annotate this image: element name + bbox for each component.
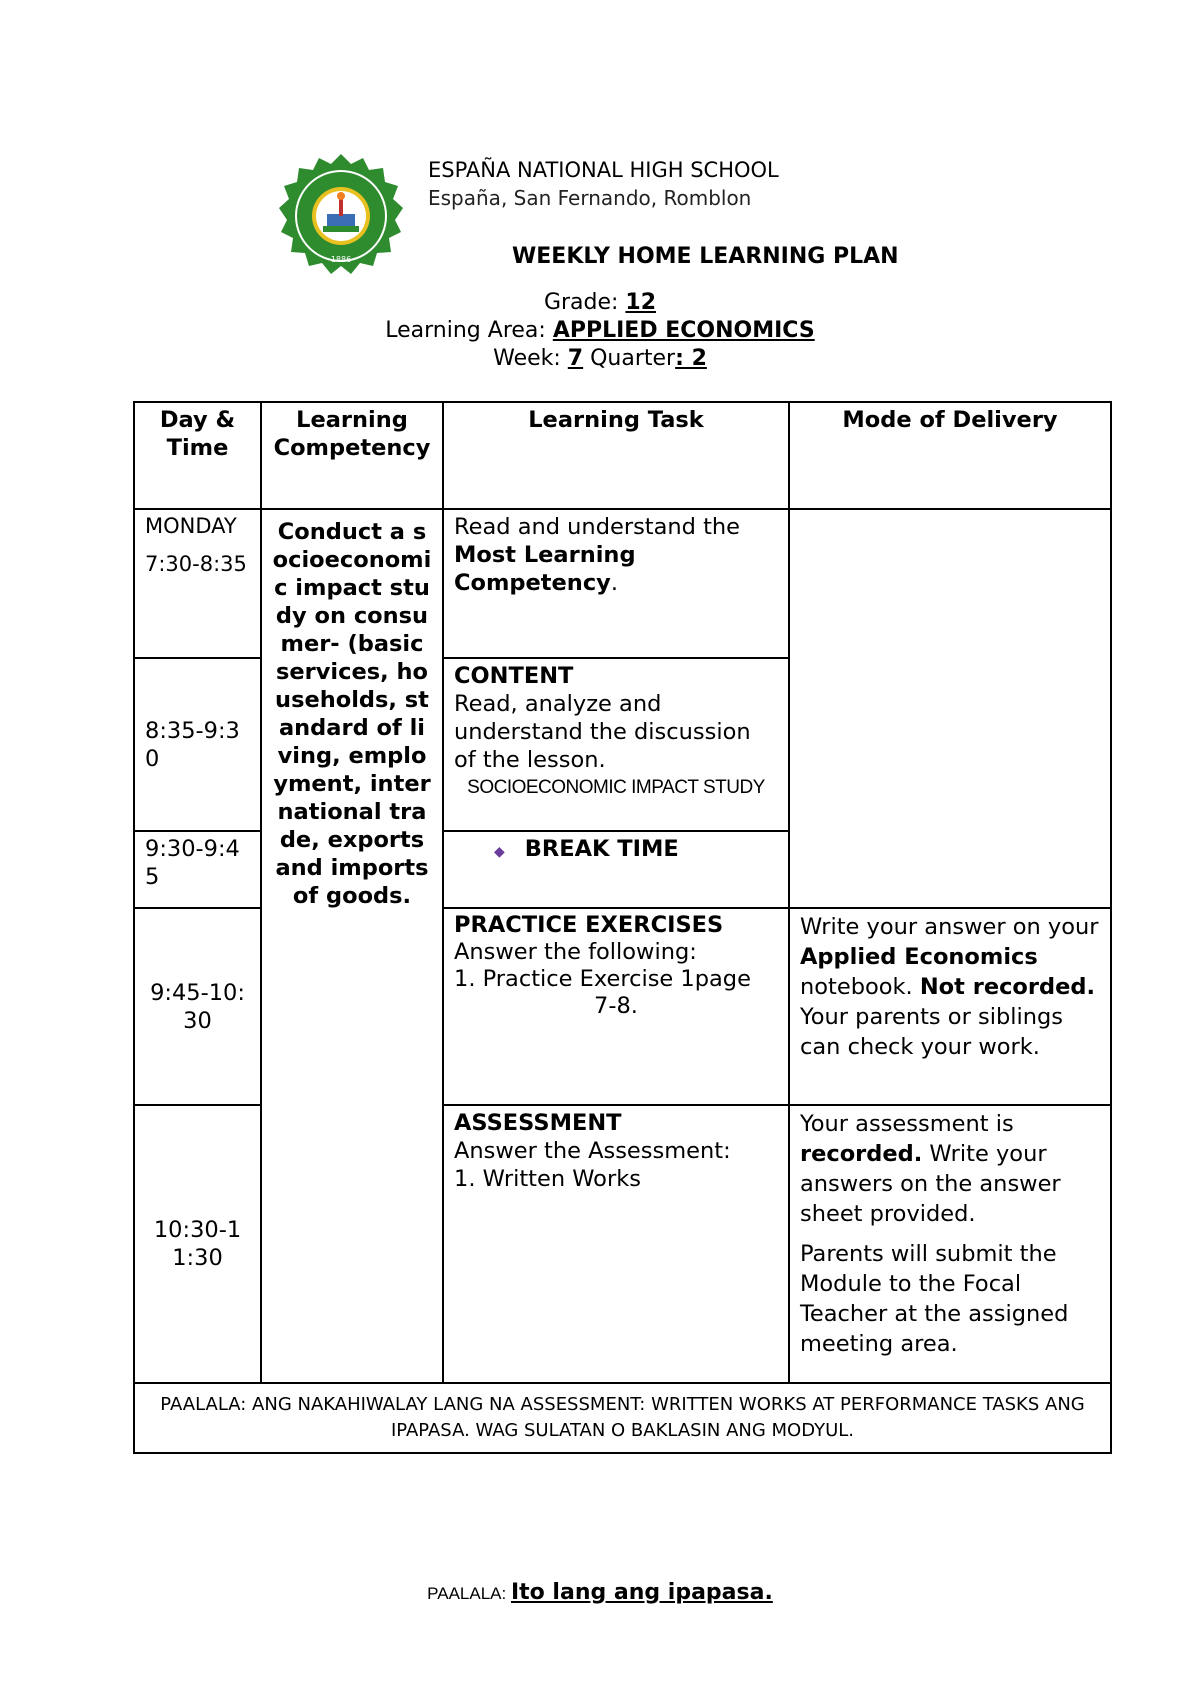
task-text: Answer the Assessment: bbox=[454, 1138, 731, 1164]
delivery-text: Parents will submit the Module to the Focal Teacher at the assigned meeting area. bbox=[800, 1241, 1069, 1357]
task-text: Read, analyze and understand the discussion of the lesson. bbox=[454, 691, 751, 773]
table-row bbox=[134, 509, 1111, 658]
note-row bbox=[134, 1383, 1111, 1453]
table-header-row bbox=[134, 402, 1111, 509]
header-delivery: Mode of Delivery bbox=[789, 402, 1111, 509]
delivery-cell-empty bbox=[789, 509, 1111, 908]
delivery-text: Your parents or siblings can check your work. bbox=[800, 1004, 1064, 1060]
day-time-cell bbox=[134, 1105, 261, 1383]
lesson-topic: SOCIOECONOMIC IMPACT STUDY bbox=[467, 777, 765, 798]
task-title: ASSESSMENT bbox=[454, 1110, 622, 1136]
competency-cell: Conduct a socioeconomic impact study on consumer- (basic services, households, standard of living, employment, international trade, exports and imports of goods. bbox=[261, 509, 443, 1383]
grade-value: 12 bbox=[625, 290, 657, 315]
school-name: ESPAÑA NATIONAL HIGH SCHOOL bbox=[428, 158, 779, 182]
task-cell bbox=[443, 509, 789, 658]
task-text: Read and understand the bbox=[454, 514, 741, 540]
week-label: Week: bbox=[493, 346, 568, 371]
day-time-cell bbox=[134, 831, 261, 908]
delivery-bold: recorded. bbox=[800, 1141, 923, 1167]
task-text: Answer the following: bbox=[454, 939, 697, 965]
learning-area-line bbox=[0, 318, 1200, 343]
delivery-text: Write your answer on your bbox=[800, 914, 1099, 940]
week-value: 7 bbox=[567, 346, 584, 371]
week-quarter-line bbox=[0, 346, 1200, 371]
learning-plan-table bbox=[133, 401, 1112, 1454]
task-cell bbox=[443, 908, 789, 1105]
delivery-cell bbox=[789, 1105, 1111, 1383]
time-label: 8:35-9:30 bbox=[145, 717, 240, 772]
delivery-cell bbox=[789, 908, 1111, 1105]
table-note: PAALALA: ANG NAKAHIWALAY LANG NA ASSESSMENT: WRITTEN WORKS AT PERFORMANCE TASKS ANG IPAPASA. WAG SULATAN O BAKLASIN ANG MODYUL. bbox=[134, 1383, 1111, 1453]
break-bullet-icon: ◆ bbox=[494, 844, 505, 860]
task-period: . bbox=[610, 570, 618, 596]
day-time-cell bbox=[134, 658, 261, 831]
area-value: APPLIED ECONOMICS bbox=[552, 318, 815, 343]
delivery-text: Write your answers on the answer sheet provided. bbox=[800, 1141, 1061, 1227]
header-day-time: Day & Time bbox=[134, 402, 261, 509]
task-title: PRACTICE EXERCISES bbox=[454, 912, 724, 938]
delivery-bold: Applied Economics bbox=[800, 944, 1038, 970]
footer-note bbox=[0, 1580, 1200, 1605]
day-time-cell bbox=[134, 509, 261, 658]
logo-year: 1886 bbox=[330, 255, 352, 264]
task-cell bbox=[443, 831, 789, 908]
delivery-text: notebook. bbox=[800, 974, 920, 1000]
header-task: Learning Task bbox=[443, 402, 789, 509]
day-time-cell bbox=[134, 908, 261, 1105]
day-label: MONDAY bbox=[145, 514, 237, 538]
school-address: España, San Fernando, Romblon bbox=[428, 186, 752, 210]
task-cell bbox=[443, 1105, 789, 1383]
task-bold: Most Learning Competency bbox=[454, 542, 636, 596]
task-item-cont: 7-8. bbox=[594, 993, 638, 1019]
plan-title: WEEKLY HOME LEARNING PLAN bbox=[512, 244, 899, 269]
delivery-text: Your assessment is bbox=[800, 1111, 1014, 1137]
task-item: 1. Practice Exercise 1page bbox=[454, 966, 751, 992]
task-cell bbox=[443, 658, 789, 831]
quarter-label: Quarter bbox=[583, 346, 676, 371]
time-label: 10:30-11:30 bbox=[153, 1217, 242, 1271]
area-label: Learning Area: bbox=[385, 318, 553, 343]
footer-label: PAALALA: bbox=[427, 1584, 511, 1603]
task-title: CONTENT bbox=[454, 663, 574, 689]
footer-value: Ito lang ang ipapasa. bbox=[510, 1580, 773, 1605]
quarter-value: : 2 bbox=[675, 346, 707, 371]
time-label: 7:30-8:35 bbox=[145, 552, 247, 576]
task-title: BREAK TIME bbox=[524, 836, 679, 862]
time-label: 9:30-9:45 bbox=[145, 836, 240, 890]
time-label: 9:45-10:30 bbox=[150, 979, 245, 1034]
task-item: 1. Written Works bbox=[454, 1166, 641, 1192]
header-competency: Learning Competency bbox=[261, 402, 443, 509]
grade-line bbox=[0, 290, 1200, 315]
school-logo bbox=[276, 154, 406, 278]
delivery-bold: Not recorded. bbox=[919, 974, 1095, 1000]
grade-label: Grade: bbox=[543, 290, 626, 315]
